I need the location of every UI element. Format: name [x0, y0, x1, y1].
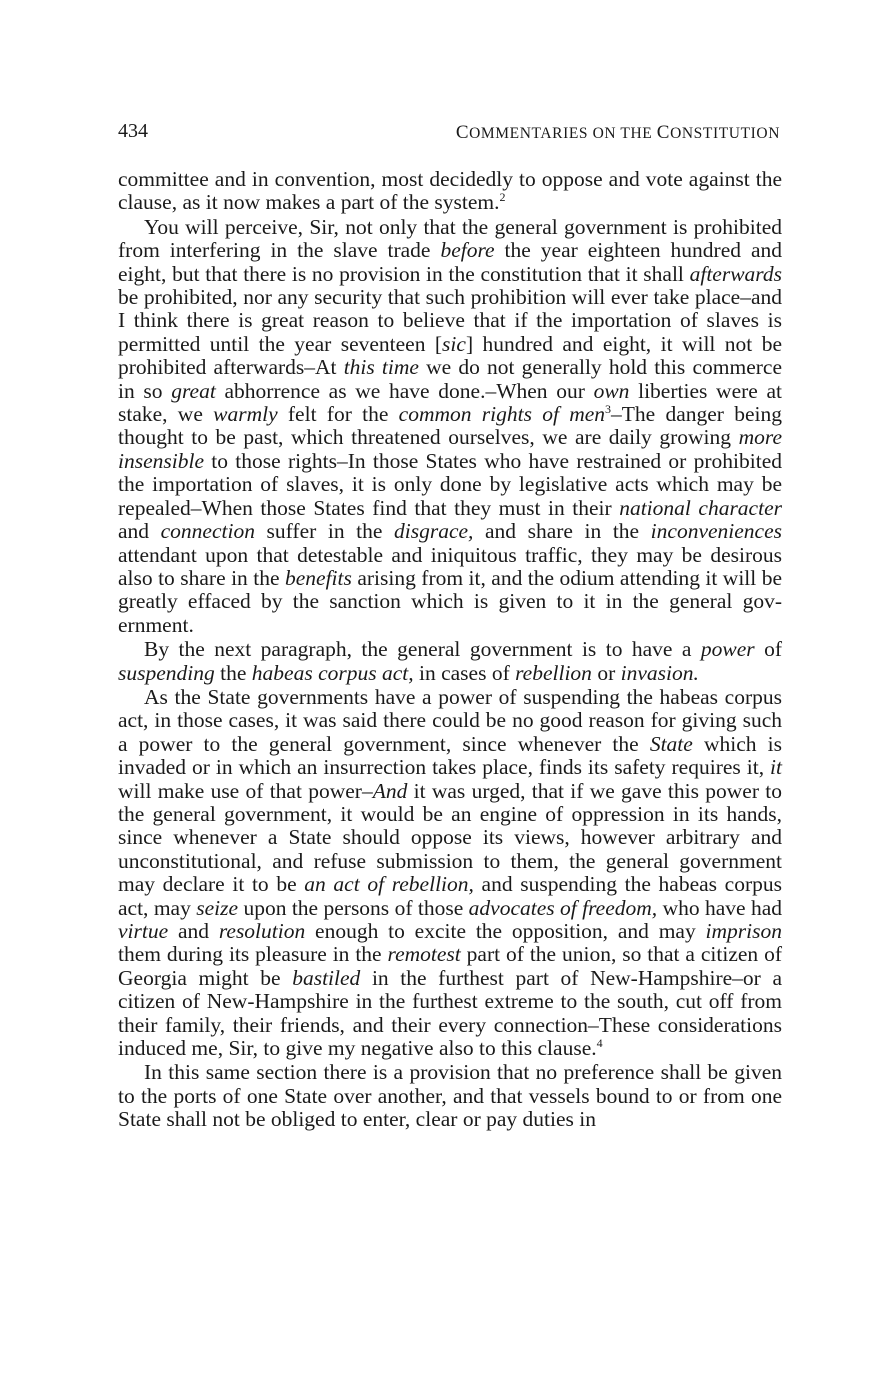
text-run: who have had [657, 895, 783, 920]
text-run: it was urged, that if we gave this power to the general government, it would be an engine of oppression in its hands, since whenever a State should oppose its views, however arbitrary and unconstitutional, and refuse submission to them, the general government may declare it to be [118, 778, 783, 897]
text-run: abhorrence as we have done.–When our [215, 378, 594, 403]
text-run: them during its pleasure in the [118, 942, 388, 967]
text-run: –The danger being thought to be past, which threatened ourselves, we are daily growing [118, 402, 782, 450]
paragraph-p4 [118, 686, 782, 1061]
italic-text: virtue [118, 919, 169, 943]
footnote-ref: 2 [499, 190, 506, 205]
italic-text: resolution [218, 919, 306, 943]
text-run: in the furthest part of New-Hampshire–or a citizen of New-Hampshire in the furthest extreme to the south, cut off from their family, their friends, and their every connection–These considerations induced me, Sir, to give my negative also to this clause. [118, 965, 783, 1061]
paragraph-p1 [118, 168, 782, 215]
running-head [456, 122, 780, 144]
italic-text: it [770, 755, 782, 780]
italic-text: more insensible [118, 425, 782, 473]
italic-text: benefits [284, 565, 352, 590]
text-run: liberties were at stake, we [118, 378, 783, 427]
text-run: we do not generally hold this commerce in so [118, 355, 782, 403]
running-head-part: OMMENTARIES ON THE [469, 125, 657, 142]
text-run: and [168, 919, 219, 943]
italic-text: common rights of men [398, 402, 606, 427]
italic-text: invasion. [620, 660, 699, 685]
text-run: be prohibited, nor any security that such prohibition will ever take place–and I think there is great reason to believe that if the importation of slaves is permitted until the year seventeen [ [118, 285, 782, 356]
italic-text: disgrace, [393, 519, 474, 544]
text-run: attendant upon that detestable and iniquitous traffic, they may be desirous also to share in the [118, 542, 782, 590]
paragraph-p3 [118, 638, 782, 685]
text-run: will make use of that power– [118, 778, 373, 803]
italic-text: this time [343, 355, 419, 380]
text-run: committee and in convention, most decidedly to oppose and vote against the clause, as it now makes a part of the system. [118, 167, 782, 215]
paragraph-p5 [118, 1061, 782, 1131]
text-run: of [754, 637, 782, 662]
italic-text: rebellion [515, 660, 592, 685]
italic-text: suspending [118, 660, 215, 685]
italic-text: afterwards [689, 261, 782, 286]
text-run: As the State governments have a power of suspending the habeas corpus act, in those cases, it was said there could be no good reason for giving such a power to the general government, since whenever the [118, 684, 782, 756]
page-number: 434 [118, 120, 148, 142]
text-run: which is invaded or in which an insurrection takes place, finds its safety requires it, [118, 731, 782, 780]
footnote-ref: 4 [596, 1036, 603, 1051]
italic-text: inconveniences [650, 519, 782, 544]
italic-text: State [649, 731, 693, 756]
page-header [118, 118, 782, 148]
text-run: the [214, 660, 252, 685]
text-run: the year eighteen hundred and eight, but that there is no provision in the constitution that it shall [118, 238, 782, 286]
italic-text: seize [196, 895, 239, 920]
text-run: suffer in the [254, 519, 394, 544]
running-head-part: C [656, 122, 671, 143]
italic-text: imprison [705, 919, 783, 943]
italic-text: own [593, 378, 630, 403]
italic-text: sic [442, 331, 466, 356]
italic-text: remotest [387, 942, 461, 967]
text-run: enough to excite the opposition, and may [305, 919, 706, 943]
text-run: in cases of [413, 660, 516, 685]
italic-text: before [440, 238, 495, 263]
body-text [118, 168, 782, 1132]
text-run: By the next paragraph, the general government is to have a [144, 637, 701, 662]
text-run: and [118, 519, 161, 544]
text-run: to those rights–In those States who have restrained or prohibited the importation of slaves, it is only done by legislative acts which may be repealed–When those States find that they must in their [118, 448, 782, 520]
italic-text: warmly [213, 402, 278, 427]
text-run: You will perceive, Sir, not only that the general government is prohibited from interfering in the slave trade [118, 214, 782, 263]
running-head-part: ONSTITUTION [670, 125, 780, 142]
italic-text: connection [160, 519, 255, 544]
paragraph-p2 [118, 216, 782, 637]
running-head-part: C [455, 122, 470, 143]
text-run: and suspending the habeas corpus act, may [118, 872, 782, 920]
text-run: arising from it, and the odium attending it will be greatly effaced by the sanction which is given to it in the general government. [118, 565, 782, 637]
italic-text: bastiled [292, 965, 361, 990]
text-run: upon the persons of those [238, 895, 469, 920]
italic-text: habeas corpus act, [251, 660, 414, 685]
text-run: felt for the [277, 402, 399, 427]
text-run: and share in the [473, 519, 651, 544]
text-run: In this same section there is a provision that no preference shall be given to the ports of one State over another, and that vessels bound to or from one State shall not be obliged to enter, clear or pay duties in [118, 1060, 782, 1132]
italic-text: national character [619, 495, 782, 520]
text-run: or [591, 660, 621, 685]
italic-text: And [372, 778, 408, 803]
italic-text: advocates of freedom, [468, 895, 658, 920]
text-run: part of the union, so that a citizen of Georgia might be [118, 942, 782, 990]
text-run: ] hundred and eight, it will not be prohibited afterwards–At [118, 331, 782, 380]
italic-text: great [171, 378, 216, 403]
italic-text: an act of rebellion, [304, 872, 474, 897]
italic-text: power [700, 637, 755, 662]
footnote-ref: 3 [605, 402, 612, 417]
